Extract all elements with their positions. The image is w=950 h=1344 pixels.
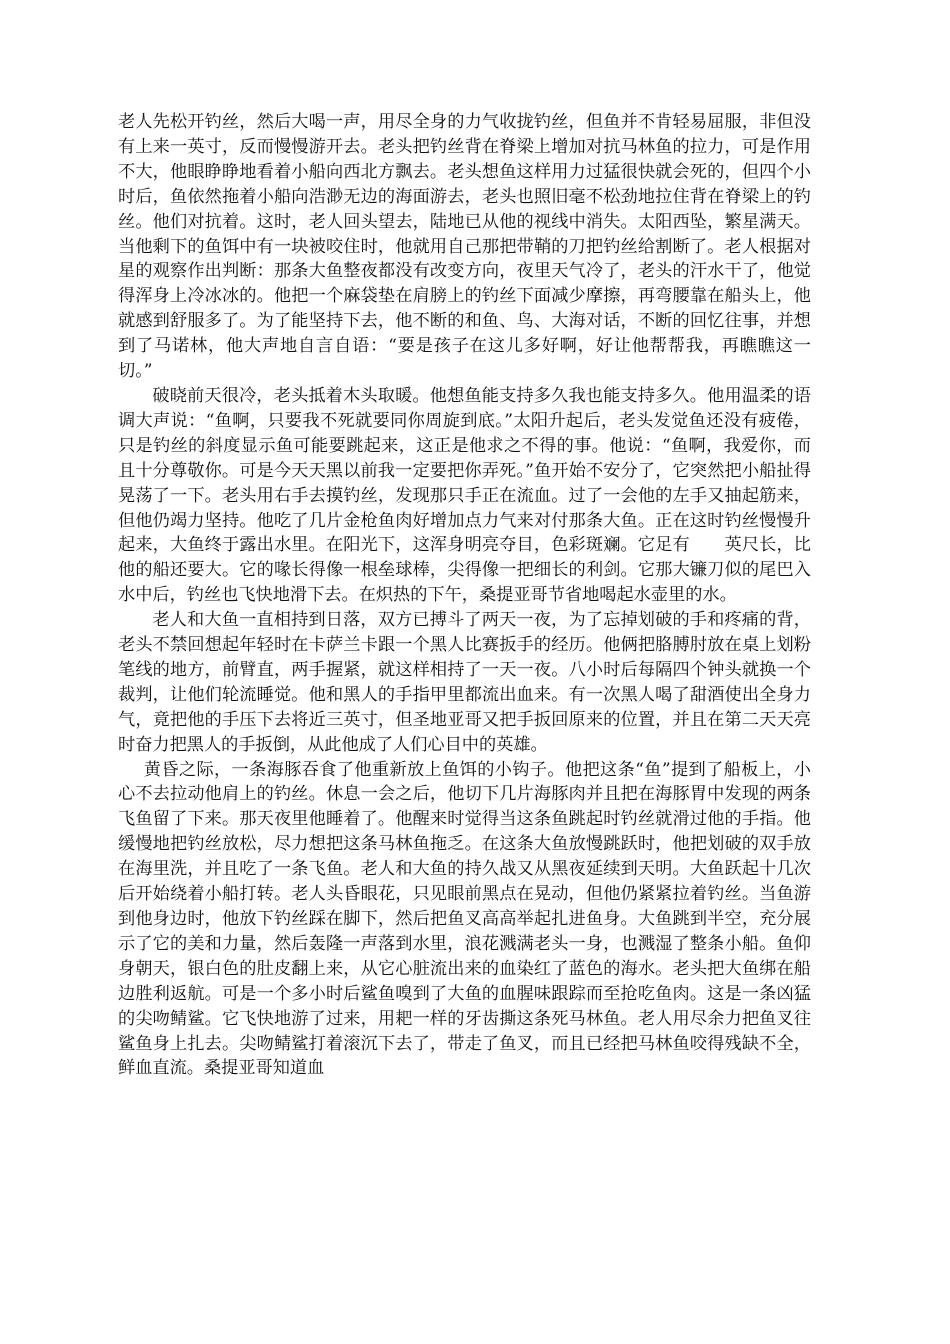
paragraph-2: 破晓前天很冷，老头抵着木头取暖。他想鱼能支持多久我也能支持多久。他用温柔的语调大声说：“鱼啊，只要我不死就要同你周旋到底。”太阳升起后，老头发觉鱼还没有疲倦，只是钓丝的斜度显示鱼可能要跳起来，这正是他求之不得的事。他说：“鱼啊，我爱你，而且十分尊敬你。可是今天天黑以前我一定要把你弄死。”鱼开始不安分了，它突然把小船扯得晃荡了一下。老头用右手去摸钓丝，发现那只手正在流血。过了一会他的左手又抽起筋来，但他仍竭力坚持。他吃了几片金枪鱼肉好增加点力气来对付那条大鱼。正在这时钓丝慢慢升起来，大鱼终于露出水里。在阳光下，这浑身明亮夺目，色彩斑斓。它足有 英尺长，比他的船还要大。它的喙长得像一根垒球棒，尖得像一把细长的利剑。它那大镰刀似的尾巴入水中后，钓丝也飞快地滑下去。在炽热的下午，桑提亚哥节省地喝起水壶里的水。 xyxy=(118,385,811,606)
paragraph-1: 老人先松开钓丝，然后大喝一声，用尽全身的力气收拢钓丝，但鱼并不肯轻易屈服，非但没有上来一英寸，反而慢慢游开去。老头把钓丝背在脊梁上增加对抗马林鱼的拉力，可是作用不大，他眼睁睁地看着小船向西北方飘去。老头想鱼这样用力过猛很快就会死的，但四个小时后，鱼依然拖着小船向浩渺无边的海面游去，老头也照旧毫不松劲地拉住背在脊梁上的钓丝。他们对抗着。这时，老人回头望去，陆地已从他的视线中消失。太阳西坠，繁星满天。当他剩下的鱼饵中有一块被咬住时，他就用自己那把带鞘的刀把钓丝给割断了。老人根据对星的观察作出判断：那条大鱼整夜都没有改变方向，夜里天气冷了，老头的汗水干了，他觉得浑身上冷冰冰的。他把一个麻袋垫在肩膀上的钓丝下面减少摩擦，再弯腰靠在船头上，他就感到舒服多了。为了能坚持下去，他不断的和鱼、鸟、大海对话，不断的回忆往事，并想到了马诺林，他大声地自言自语：“要是孩子在这儿多好啊，好让他帮帮我，再瞧瞧这一切。” xyxy=(118,112,811,382)
paragraph-3: 老人和大鱼一直相持到日落，双方已搏斗了两天一夜，为了忘掉划破的手和疼痛的背，老头不禁回想起年轻时在卡萨兰卡跟一个黑人比赛扳手的经历。他俩把胳膊肘放在桌上划粉笔线的地方，前臂直，两手握紧，就这样相持了一天一夜。八小时后每隔四个钟头就换一个裁判，让他们轮流睡觉。他和黑人的手指甲里都流出血来。有一次黑人喝了甜酒使出全身力气，竟把他的手压下去将近三英寸，但圣地亚哥又把手扳回原来的位置，并且在第二天天亮时奋力把黑人的手扳倒，从此他成了人们心目中的英雄。 xyxy=(118,610,811,755)
document-page xyxy=(118,110,811,1081)
paragraph-4: 黄昏之际，一条海豚吞食了他重新放上鱼饵的小钩子。他把这条“鱼”提到了船板上，小心不去拉动他肩上的钓丝。休息一会之后，他切下几片海豚肉并且把在海豚胃中发现的两条飞鱼留了下来。那天夜里他睡着了。他醒来时觉得当这条鱼跳起时钓丝就滑过他的手指。他缓慢地把钓丝放松，尽力想把这条马林鱼拖乏。在这条大鱼放慢跳跃时，他把划破的双手放在海里洗，并且吃了一条飞鱼。老人和大鱼的持久战又从黑夜延续到天明。大鱼跃起十几次后开始绕着小船打转。老人头昏眼花，只见眼前黑点在晃动，但他仍紧紧拉着钓丝。当鱼游到他身边时，他放下钓丝踩在脚下，然后把鱼叉高高举起扎进鱼身。大鱼跳到半空，充分展示了它的美和力量，然后轰隆一声落到水里，浪花溅满老头一身，也溅湿了整条小船。鱼仰身朝天，银白色的肚皮翻上来，从它心脏流出来的血染红了蓝色的海水。老头把大鱼绑在船边胜利返航。可是一个多小时后鲨鱼嗅到了大鱼的血腥味跟踪而至抢吃鱼肉。这是一条凶猛的尖吻鲭鲨。它飞快地游了过来，用耙一样的牙齿撕这条死马林鱼。老人用尽余力把鱼叉往鲨鱼身上扎去。尖吻鲭鲨打着滚沉下去了，带走了鱼叉，而且已经把马林鱼咬得残缺不全，鲜血直流。桑提亚哥知道血 xyxy=(118,759,811,1079)
